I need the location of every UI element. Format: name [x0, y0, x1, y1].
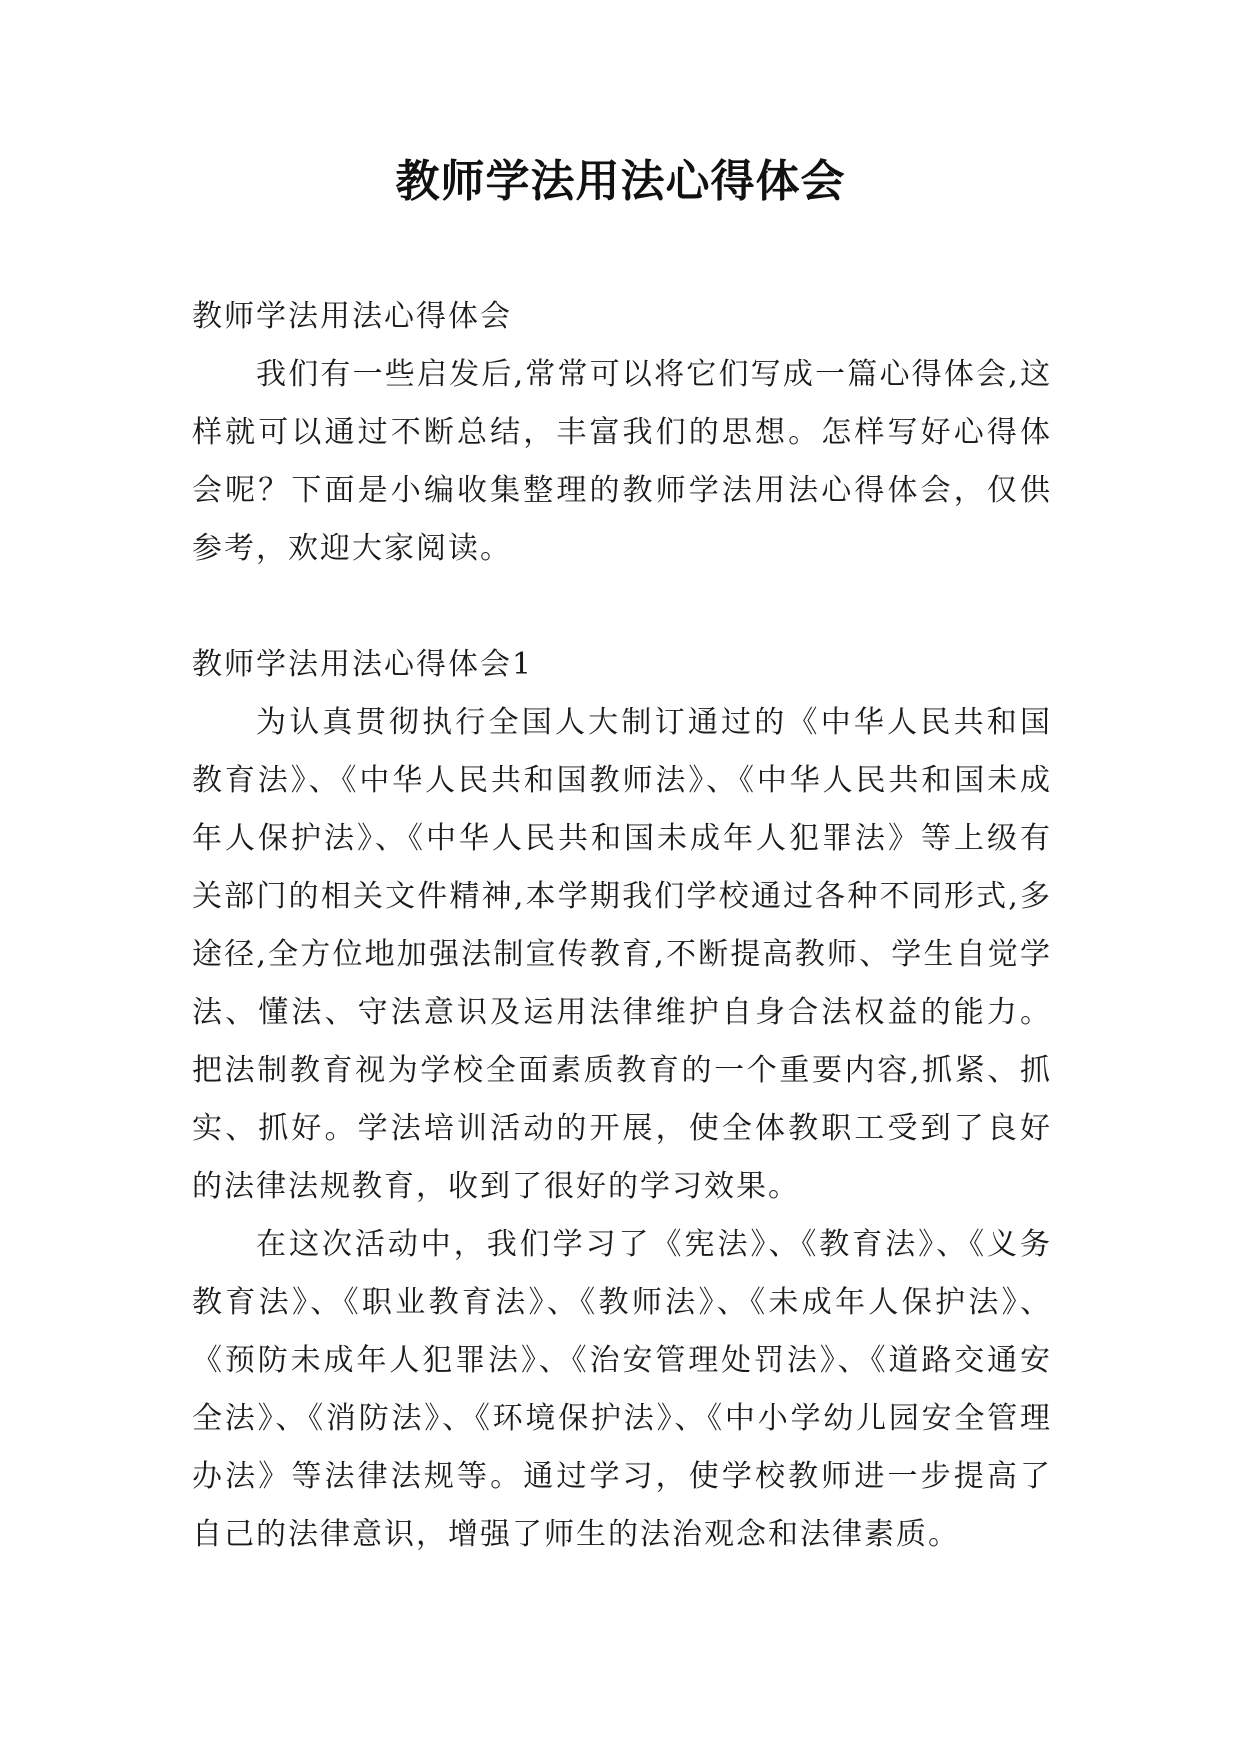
section1-paragraph-2: 在这次活动中，我们学习了《宪法》、《教育法》、《义务教育法》、《职业教育法》、《教师法》、《未成年人保护法》、《预防未成年人犯罪法》、《治安管理处罚法》、《道路交通安全法》、《消防法》、《环境保护法》、《中小学幼儿园安全管理办法》等法律法规等。通过学习，使学校教师进一步提高了自己的法律意识，增强了师生的法治观念和法律素质。: [192, 1227, 1052, 1552]
document-body: [192, 288, 1052, 1564]
section1-heading: 教师学法用法心得体会1: [192, 647, 534, 682]
section1-paragraph-1: 为认真贯彻执行全国人大制订通过的《中华人民共和国教育法》、《中华人民共和国教师法》、《中华人民共和国未成年人保护法》、《中华人民共和国未成年人犯罪法》等上级有关部门的相关文件精神,本学期我们学校通过各种不同形式,多途径,全方位地加强法制宣传教育,不断提高教师、学生自觉学法、懂法、守法意识及运用法律维护自身合法权益的能力。把法制教育视为学校全面素质教育的一个重要内容,抓紧、抓实、抓好。学法培训活动的开展，使全体教职工受到了良好的法律法规教育，收到了很好的学习效果。: [192, 705, 1052, 1204]
document-title: 教师学法用法心得体会: [395, 156, 846, 207]
intro-heading: 教师学法用法心得体会: [192, 299, 512, 334]
section-spacer: [192, 578, 1052, 636]
intro-paragraph: 我们有一些启发后,常常可以将它们写成一篇心得体会,这样就可以通过不断总结，丰富我们的思想。怎样写好心得体会呢？下面是小编收集整理的教师学法用法心得体会，仅供参考，欢迎大家阅读。: [192, 357, 1052, 566]
